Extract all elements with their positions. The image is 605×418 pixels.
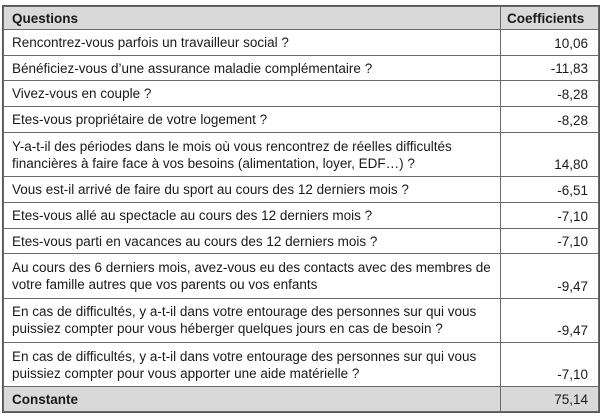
table-row: [4, 81, 599, 107]
table-header-row: [4, 7, 599, 30]
question-cell: Bénéficiez-vous d’une assurance maladie complémentaire ?: [4, 55, 501, 81]
coefficient-cell: -11,83: [501, 55, 599, 81]
question-cell: Etes-vous allé au spectacle au cours des 12 derniers mois ?: [4, 202, 501, 228]
table-row: [4, 202, 599, 228]
coefficient-cell: -6,51: [501, 177, 599, 203]
table-row: [4, 107, 599, 133]
header-coefficients: Coefficients: [501, 7, 599, 30]
question-cell: Y-a-t-il des périodes dans le mois où vous rencontrez de réelles difficultés financières à faire face à vos besoins (alimentation, loyer, EDF…) ?: [4, 132, 501, 176]
constant-label: Constante: [4, 387, 501, 412]
question-cell: Rencontrez-vous parfois un travailleur social ?: [4, 30, 501, 56]
question-cell: Vous est-il arrivé de faire du sport au cours des 12 derniers mois ?: [4, 177, 501, 203]
table-row: [4, 254, 599, 298]
table-row: [4, 342, 599, 386]
table-row: [4, 298, 599, 342]
question-cell: En cas de difficultés, y a-t-il dans votre entourage des personnes sur qui vous puissiez compter pour vous apporter une aide matérielle ?: [4, 342, 501, 386]
question-cell: Etes-vous parti en vacances au cours des 12 derniers mois ?: [4, 228, 501, 254]
header-questions: Questions: [4, 7, 501, 30]
coefficient-cell: -8,28: [501, 81, 599, 107]
question-cell: Vivez-vous en couple ?: [4, 81, 501, 107]
total-row: [4, 387, 599, 412]
table-row: [4, 228, 599, 254]
table-row: [4, 55, 599, 81]
table-row: [4, 177, 599, 203]
coefficient-cell: -9,47: [501, 298, 599, 342]
coefficient-cell: -7,10: [501, 342, 599, 386]
coefficient-cell: 10,06: [501, 30, 599, 56]
coefficient-cell: -7,10: [501, 202, 599, 228]
coefficient-cell: -7,10: [501, 228, 599, 254]
coefficients-table: [3, 6, 599, 412]
coefficient-cell: -8,28: [501, 107, 599, 133]
table-row: [4, 132, 599, 176]
coefficient-cell: -9,47: [501, 254, 599, 298]
coefficient-cell: 14,80: [501, 132, 599, 176]
coefficients-table-frame: [2, 5, 600, 413]
question-cell: En cas de difficultés, y a-t-il dans votre entourage des personnes sur qui vous puissiez compter pour vous héberger quelques jours en cas de besoin ?: [4, 298, 501, 342]
constant-coefficient: 75,14: [501, 387, 599, 412]
question-cell: Etes-vous propriétaire de votre logement ?: [4, 107, 501, 133]
table-row: [4, 30, 599, 56]
question-cell: Au cours des 6 derniers mois, avez-vous eu des contacts avec des membres de votre famille autres que vos parents ou vos enfants: [4, 254, 501, 298]
